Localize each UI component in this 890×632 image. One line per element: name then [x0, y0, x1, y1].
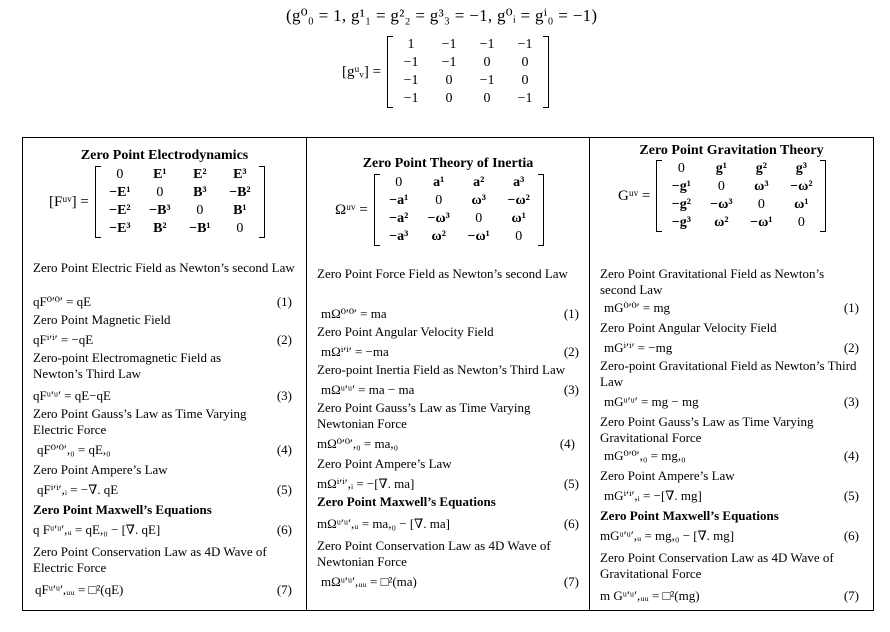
equation-number: (5): [276, 482, 292, 497]
matrix-cell: 0: [236, 221, 244, 236]
section-heading: Zero Point Gauss’s Law as Time Varying Newtonian Force: [317, 400, 531, 431]
matrix-cell: 0: [116, 167, 124, 182]
matrix-cell: B²: [153, 221, 167, 236]
matrix-cell: ω¹: [794, 197, 809, 212]
matrix-cell: −B³: [149, 203, 171, 218]
panel-electrodynamics: [22, 137, 307, 611]
section-heading: Zero Point Angular Velocity Field: [317, 324, 494, 339]
equation-number: (4): [276, 442, 292, 457]
section-heading: Zero-point Inertia Field as Newton’s Third Law: [317, 362, 566, 377]
matrix-cell: −E²: [109, 203, 131, 218]
metric-matrix-label: [gᵘᵥ] =: [342, 63, 382, 80]
section-heading: Zero Point Force Field as Newton’s second Law: [317, 266, 568, 281]
matrix-cell: 0: [717, 179, 725, 194]
matrix-cell: −a¹: [389, 193, 409, 208]
section-heading: Zero-point Electromagnetic Field as Newton’s Third Law: [33, 350, 222, 381]
panel-title: Zero Point Gravitation Theory: [639, 143, 824, 158]
matrix-cell: g²: [755, 161, 767, 176]
equation-number: (6): [563, 516, 579, 531]
equation: mΩ⁰′⁰′ = ma: [321, 306, 387, 321]
matrix-cell: E³: [233, 167, 247, 182]
equation: qF⁰′⁰′,₀ = qE,₀: [37, 442, 111, 457]
matrix-cell: −E¹: [109, 185, 131, 200]
section-heading: Zero Point Maxwell’s Equations: [317, 494, 496, 509]
section-heading: Zero Point Gauss’s Law as Time Varying Gravitational Force: [600, 414, 814, 445]
metric-cell: −1: [403, 91, 419, 106]
matrix-cell: 0: [797, 215, 805, 230]
section-heading: Zero Point Ampere’s Law: [33, 462, 168, 477]
section-heading: Zero Point Maxwell’s Equations: [600, 508, 779, 523]
section-heading: Zero Point Magnetic Field: [33, 312, 171, 327]
equation: mGᵘ′ᵘ′,ᵤ = mg,₀ − [∇. mg]: [600, 528, 735, 543]
matrix-cell: −g³: [671, 215, 691, 230]
equation-number: (3): [843, 394, 859, 409]
equation-number: (2): [563, 344, 579, 359]
matrix-cell: ω³: [754, 179, 769, 194]
equation-number: (5): [843, 488, 859, 503]
matrix-cell: ω²: [431, 229, 446, 244]
metric-cell: 1: [407, 37, 415, 52]
equation: mΩᵘ′ᵘ′ = ma − ma: [321, 382, 415, 397]
matrix-cell: g¹: [715, 161, 727, 176]
matrix-label: [Fᵘᵛ] =: [49, 193, 89, 210]
metric-cell: 0: [521, 73, 529, 88]
matrix-grid: [95, 166, 265, 238]
metric-cell: 0: [521, 55, 529, 70]
matrix-cell: −a²: [389, 211, 409, 226]
panel-gravitation: [589, 137, 874, 611]
metric-cell: −1: [479, 73, 495, 88]
matrix-cell: −ω²: [790, 179, 813, 194]
matrix-cell: a¹: [433, 175, 445, 190]
section-heading: Zero Point Ampere’s Law: [600, 468, 735, 483]
matrix-cell: 0: [435, 193, 443, 208]
matrix-cell: −a³: [389, 229, 409, 244]
metric-cell: 0: [483, 91, 491, 106]
metric-matrix: [342, 36, 549, 108]
metric-cell: −1: [441, 37, 457, 52]
matrix-cell: a³: [513, 175, 525, 190]
equation-number: (3): [276, 388, 292, 403]
metric-cell: −1: [403, 73, 419, 88]
equation: mGᵘ′ᵘ′ = mg − mg: [604, 394, 699, 409]
matrix-cell: 0: [757, 197, 765, 212]
equation-number: (4): [559, 436, 575, 451]
equation-number: (7): [843, 588, 859, 603]
matrix-cell: a²: [473, 175, 485, 190]
matrix-cell: 0: [156, 185, 164, 200]
equation: mΩⁱ′ⁱ′,ᵢ = −[∇. ma]: [317, 476, 415, 491]
equation-number: (7): [563, 574, 579, 589]
section-heading: Zero Point Electric Field as Newton’s second Law: [33, 260, 295, 275]
equation-number: (6): [843, 528, 859, 543]
section-heading: Zero Point Conservation Law as 4D Wave of Newtonian Force: [317, 538, 551, 569]
matrix-cell: 0: [677, 161, 685, 176]
equation: qFⁱ′ⁱ′ = −qE: [33, 332, 94, 347]
equation-number: (3): [563, 382, 579, 397]
equation: mΩⁱ′ⁱ′ = −ma: [321, 344, 389, 359]
panel-title: Zero Point Theory of Inertia: [362, 156, 534, 171]
equation-number: (5): [563, 476, 579, 491]
equation-number: (2): [843, 340, 859, 355]
matrix-cell: −B¹: [189, 221, 211, 236]
matrix-cell: −g²: [671, 197, 691, 212]
equation: qFᵘ′ᵘ′ = qE−qE: [33, 388, 111, 403]
equation: qF⁰′⁰′ = qE: [33, 294, 92, 309]
matrix-cell: ω³: [471, 193, 486, 208]
section-heading: Zero Point Maxwell’s Equations: [33, 502, 212, 517]
equation: mGⁱ′ⁱ′,ᵢ = −[∇. mg]: [604, 488, 702, 503]
equation: mG⁰′⁰′ = mg: [604, 300, 671, 315]
equation: mGⁱ′ⁱ′ = −mg: [604, 340, 673, 355]
matrix-cell: −ω¹: [467, 229, 490, 244]
metric-cell: 0: [445, 73, 453, 88]
equation: q Fᵘ′ᵘ′,ᵤ = qE,₀ − [∇. qE]: [33, 522, 161, 537]
metric-cell: −1: [479, 37, 495, 52]
matrix-cell: −ω³: [710, 197, 733, 212]
equation: mΩᵘ′ᵘ′,ᵤᵤ = □²(ma): [321, 574, 417, 589]
section-heading: Zero Point Conservation Law as 4D Wave of Gravitational Force: [600, 550, 834, 581]
section-heading: Zero Point Gauss’s Law as Time Varying Electric Force: [33, 406, 247, 437]
matrix-cell: E²: [193, 167, 207, 182]
metric-signature-line: (g⁰₀ = 1, g¹₁ = g²₂ = g³₃ = −1, g⁰ᵢ = gⁱ₀ = −1): [286, 6, 598, 25]
field-tensor-matrix: [49, 166, 265, 238]
matrix-cell: 0: [196, 203, 204, 218]
metric-cell: −1: [517, 91, 533, 106]
equation: mG⁰′⁰′,₀ = mg,₀: [604, 448, 686, 463]
inertia-tensor-matrix: [335, 174, 544, 246]
metric-matrix-grid: [387, 36, 549, 108]
matrix-cell: −ω¹: [750, 215, 773, 230]
matrix-label: Ωᵘᵛ =: [335, 201, 368, 218]
equation: qFᵘ′ᵘ′,ᵤᵤ = □²(qE): [35, 582, 124, 597]
equation: mΩ⁰′⁰′,₀ = ma,₀: [317, 436, 399, 451]
matrix-cell: B³: [193, 185, 207, 200]
equation: qFⁱ′ⁱ′,ᵢ = −∇. qE: [37, 482, 119, 497]
equation-number: (1): [563, 306, 579, 321]
equation-number: (1): [276, 294, 292, 309]
equation-number: (1): [843, 300, 859, 315]
matrix-cell: g³: [795, 161, 807, 176]
metric-cell: 0: [483, 55, 491, 70]
metric-cell: −1: [403, 55, 419, 70]
matrix-cell: ω¹: [511, 211, 526, 226]
matrix-cell: B¹: [233, 203, 247, 218]
matrix-label: Gᵘᵛ =: [618, 187, 651, 204]
gravitation-tensor-matrix: [618, 160, 826, 232]
section-heading: Zero Point Conservation Law as 4D Wave of Electric Force: [33, 544, 267, 575]
metric-cell: 0: [445, 91, 453, 106]
matrix-cell: −g¹: [671, 179, 691, 194]
matrix-cell: −ω²: [507, 193, 530, 208]
section-heading: Zero-point Gravitational Field as Newton’s Third Law: [600, 358, 857, 389]
matrix-cell: 0: [515, 229, 523, 244]
equation-number: (6): [276, 522, 292, 537]
equation-number: (7): [276, 582, 292, 597]
metric-cell: −1: [441, 55, 457, 70]
equation: mΩᵘ′ᵘ′,ᵤ = ma,₀ − [∇. ma]: [317, 516, 450, 531]
panel-title: Zero Point Electrodynamics: [80, 148, 249, 163]
matrix-grid: [656, 160, 826, 232]
matrix-cell: −ω³: [427, 211, 450, 226]
matrix-cell: 0: [475, 211, 483, 226]
equation: m Gᵘ′ᵘ′,ᵤᵤ = □²(mg): [600, 588, 700, 603]
matrix-cell: ω²: [714, 215, 729, 230]
matrix-cell: 0: [395, 175, 403, 190]
matrix-cell: −B²: [229, 185, 251, 200]
matrix-cell: E¹: [153, 167, 167, 182]
panel-inertia: [306, 137, 590, 611]
section-heading: Zero Point Gravitational Field as Newton’s second Law: [600, 266, 825, 297]
matrix-cell: −E³: [109, 221, 131, 236]
section-heading: Zero Point Ampere’s Law: [317, 456, 452, 471]
equation-number: (4): [843, 448, 859, 463]
equation-number: (2): [276, 332, 292, 347]
matrix-grid: [374, 174, 544, 246]
metric-cell: −1: [517, 37, 533, 52]
section-heading: Zero Point Angular Velocity Field: [600, 320, 777, 335]
